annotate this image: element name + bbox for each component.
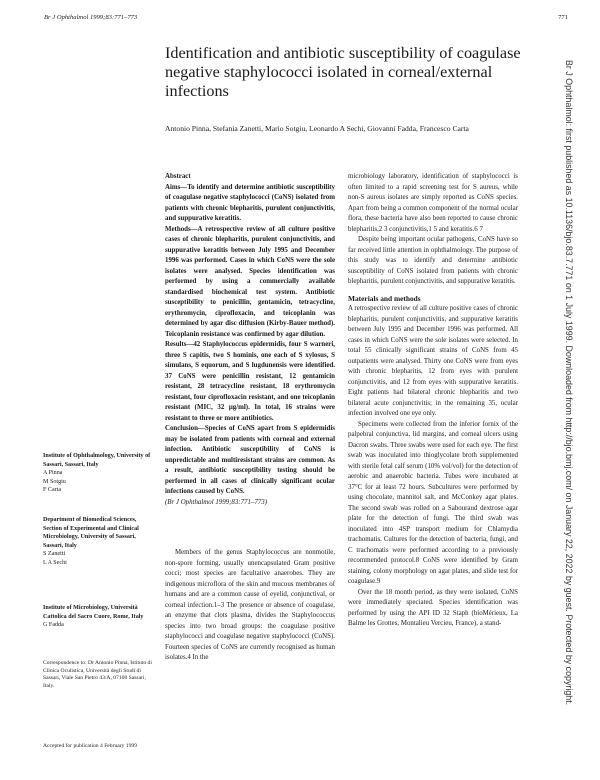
- abstract-heading: Abstract: [165, 173, 191, 180]
- affiliation-label: Institute of Ophthalmology, University of Sassari, Sassari, Italy: [43, 453, 151, 468]
- accepted-date: Accepted for publication 4 February 1999: [43, 743, 137, 749]
- intro-paragraph-1-continued: microbiology laboratory, identification of staphylococci is often limited to a rapid screening test for S aureus, while non-S aureus isolates are simply reported as CoNS species. Apart from being a common component of the normal ocular flora, these bacteria have also been reported to cause chronic blepharitis,2 3 conjunctivitis,1 5 and keratitis.6 7: [348, 173, 518, 233]
- body-column-left: [165, 548, 335, 664]
- affiliation-names: G Fadda: [43, 622, 64, 629]
- correspondence-note: Correspondence to: Dr Antonio Pinna, Istituto di Clinica Oculistica, Università degli Studi di Sassari, Viale San Pietro 43/A, 07100 Sassari, Italy.: [43, 660, 152, 689]
- abstract-methods: Methods—A retrospective review of all culture positive cases of chronic blepharitis, purulent conjunctivitis, and suppurative keratitis between July 1995 and December 1996 was performed. Cases in which CoNS were the sole isolates were analysed. Species identification was performed by using a commercially available standardised biochemical test system. Antibiotic susceptibility to penicillin, gentamicin, tetracycline, erythromycin, ciprofloxacin, and teicoplanin was determined by agar disc diffusion (Kirby-Bauer method). Teicoplanin resistance was confirmed by agar dilution.: [165, 225, 335, 338]
- running-header: Br J Ophthalmol 1999;83:771–773: [44, 14, 138, 21]
- methods-paragraph-3: Over the 18 month period, as they were isolated, CoNS were immediately speciated. Species identification was performed by using the API ID 32 Staph (bioMérieux, La Balme les Grottes, Montalieu Vercieu, France), a stand-: [348, 588, 518, 627]
- methods-heading: Materials and methods: [348, 293, 421, 303]
- abstract-aims: Aims—To identify and determine antibiotic susceptibility of coagulase negative staphylococci (CoNS) isolated from patients with chronic blepharitis, purulent conjunctivitis, and suppurative keratitis.: [165, 183, 335, 222]
- affiliation-names: A Pinna M Sotgiu F Carta: [43, 470, 66, 494]
- affiliation-block: [43, 516, 155, 568]
- copyright-side-strip: [560, 60, 576, 780]
- methods-paragraph-2: Specimens were collected from the inferior fornix of the palpebral conjunctiva, lid margins, and corneal ulcers using Dacron swabs. Three swabs were used for each eye. The first swab was inoculated into thioglycolate broth supplemented with sterile fetal calf serum (10% vol/vol) for the detection of aerobic and anaerobic bacteria. Tubes were incubated at 37°C for at least 72 hours. Subcultures were performed by using chocolate, mannitol salt, and McConkey agar plates. The second swab was rolled on a Sabouraud dextrose agar plate for the detection of fungi. The third swab was inoculated into 4SP transport medium for Chlamydia trachomatis. Cultures for the detection of bacteria, fungi, and C trachomatis were performed according to a previously recommended protocol.8 CoNS were identified by Gram staining, colony morphology on agar plates, and slide test for coagulase.9: [348, 420, 518, 585]
- abstract: [165, 172, 335, 508]
- methods-paragraph-1: A retrospective review of all culture positive cases of chronic blepharitis, purulent conjunctivitis, and suppurative keratitis between July 1995 and December 1996 was performed. All cases in which CoNS were the sole isolates were selected. In total 55 clinically significant strains of CoNS from 45 outpatients were analysed. Thirty one CoNS were from eyes with chronic blepharitis, 12 from eyes with purulent conjunctivitis, and 12 from eyes with suppurative keratitis. Eight patients had bilateral chronic blepharitis and two bilateral acute conjunctivitis; in the remaining 35, ocular infection involved one eye only.: [348, 305, 518, 417]
- affiliation-label: Institute of Microbiology, Università Cattolica del Sacro Cuore, Rome, Italy: [43, 605, 144, 620]
- intro-paragraph-1: Members of the genus Staphylococcus are nonmotile, non-spore forming, usually unencapsulated Gram positive cocci; most species are facultative anaerobes. They are indigenous microflora of the skin and mucous membranes of humans and are a common cause of eyelid, conjunctival, or corneal infection.1–3 The presence or absence of coagulase, an enzyme that clots plasma, divides the Staphylococcus species into two broad groups: the coagulase positive staphylococci and coagulase negative staphylococci (CoNS). Fourteen species of CoNS are currently recognised as human isolates.4 In the: [165, 549, 335, 661]
- copyright-strip-text[interactable]: Br J Ophthalmol: first published as 10.1136/bjo.83.7.771 on 1 July 1999. Downloaded from http://bjo.bmj.com/ on January 22, 2022 by guest. Protected by copyright.: [564, 60, 574, 706]
- abstract-citation: (Br J Ophthalmol 1999;83:771–773): [165, 498, 268, 506]
- affiliation-block: [43, 452, 155, 495]
- affiliation-block: [43, 604, 155, 630]
- abstract-conclusion: Conclusion—Species of CoNS apart from S epidermidis may be isolated from patients with corneal and external infection. Antibiotic susceptibility of CoNS is unpredictable and multiresistant strains are common. As a result, antibiotic susceptibility testing should be performed in all cases of clinically significant ocular infections caused by CoNS.: [165, 425, 335, 495]
- article-title: Identification and antibiotic susceptibility of coagulase negative staphylococci isolated in corneal/external infections: [165, 44, 521, 100]
- affiliation-names: S Zanetti L A Sechi: [43, 551, 67, 566]
- author-list: Antonio Pinna, Stefania Zanetti, Mario Sotgiu, Leonardo A Sechi, Giovanni Fadda, Francesco Carta: [165, 124, 469, 133]
- intro-paragraph-2: Despite being important ocular pathogens, CoNS have so far received little attention in ophthalmology. The purpose of this study was to identify and determine antibiotic susceptibility of CoNS isolated from patients with chronic blepharitis, purulent conjunctivitis, and suppurative keratitis.: [348, 236, 518, 285]
- affiliation-label: Department of Biomedical Sciences, Section of Experimental and Clinical Microbiology, University of Sassari, Sassari, Italy: [43, 517, 139, 549]
- abstract-results: Results—42 Staphylococcus epidermidis, four S warneri, three S capitis, two S hominis, one each of S xylosus, S simulans, S equorum, and S lugdunensis were identified. 37 CoNS were penicillin resistant, 12 gentamicin resistant, 28 tetracycline resistant, 18 erythromycin resistant, four ciprofloxacin resistant, and one teicoplanin resistant (MIC, 32 μg/ml). In total, 16 strains were resistant to three or more antibiotics.: [165, 341, 335, 422]
- page-number: 771: [558, 14, 568, 21]
- body-column-right: [348, 172, 518, 630]
